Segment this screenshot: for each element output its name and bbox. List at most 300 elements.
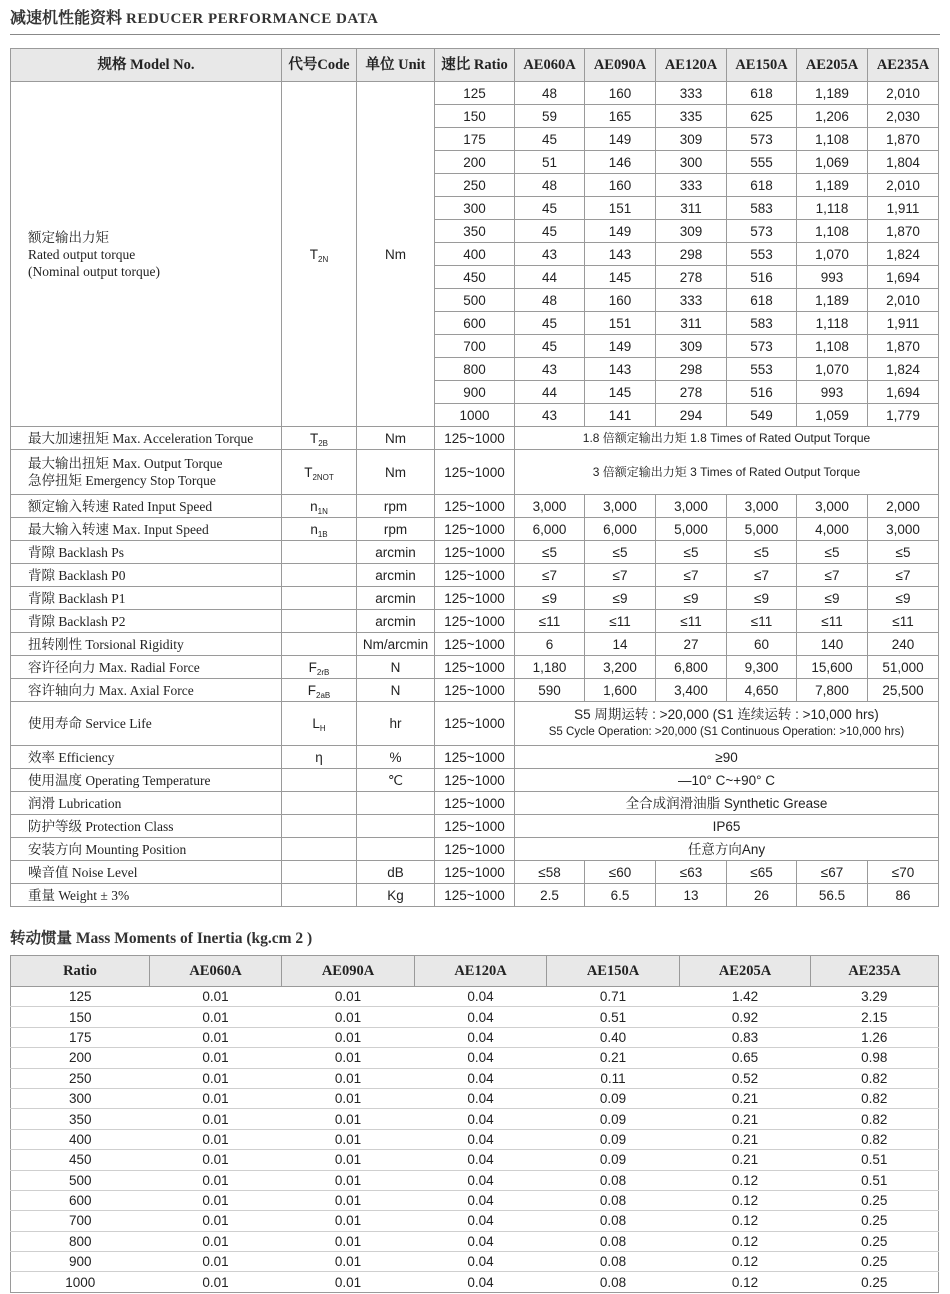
inertia-ratio-cell: 150 <box>11 1007 150 1027</box>
param-code: $F_{2rB}$ <box>282 656 357 679</box>
param-code: $T_{2B}$ <box>282 427 357 450</box>
param-label: 容许轴向力 Max. Axial Force <box>11 679 282 702</box>
torque-cell: 1,911 <box>868 197 939 220</box>
torque-cell: 149 <box>585 335 656 358</box>
ratio-cell: 800 <box>435 358 515 381</box>
param-unit: ℃ <box>357 769 435 792</box>
inertia-value-cell: 0.09 <box>547 1129 680 1149</box>
value-cell: 1,180 <box>515 656 585 679</box>
header-ae235a: AE235A <box>868 49 939 82</box>
param-unit: rpm <box>357 518 435 541</box>
value-cell: 3,000 <box>797 495 868 518</box>
inertia-value-cell: 0.25 <box>811 1252 939 1272</box>
param-code <box>282 838 357 861</box>
inertia-value-cell: 0.01 <box>150 987 282 1007</box>
row-rated-input-speed <box>11 495 939 518</box>
inertia-value-cell: 0.04 <box>415 1231 547 1251</box>
inertia-header-cell: Ratio <box>11 956 150 987</box>
param-code: $n_{1N}$ <box>282 495 357 518</box>
torque-cell: 1,108 <box>797 128 868 151</box>
inertia-value-cell: 0.01 <box>282 1252 415 1272</box>
torque-cell: 1,059 <box>797 404 868 427</box>
param-ratio: 125~1000 <box>435 656 515 679</box>
torque-cell: 618 <box>727 289 797 312</box>
torque-cell: 151 <box>585 197 656 220</box>
inertia-value-cell: 0.12 <box>680 1170 811 1190</box>
param-code <box>282 541 357 564</box>
param-label: 额定输入转速 Rated Input Speed <box>11 495 282 518</box>
inertia-value-cell: 0.01 <box>282 1211 415 1231</box>
value-cell: 27 <box>656 633 727 656</box>
value-cell: ≤63 <box>656 861 727 884</box>
torque-cell: 278 <box>656 266 727 289</box>
inertia-row <box>11 987 939 1007</box>
param-ratio: 125~1000 <box>435 769 515 792</box>
row-max-input-speed <box>11 518 939 541</box>
value-cell: 3,000 <box>868 518 939 541</box>
inertia-value-cell: 0.51 <box>811 1150 939 1170</box>
row-backlash-ps <box>11 541 939 564</box>
inertia-value-cell: 0.08 <box>547 1252 680 1272</box>
inertia-value-cell: 0.04 <box>415 1150 547 1170</box>
param-value: 全合成润滑油脂 Synthetic Grease <box>515 792 939 815</box>
inertia-value-cell: 0.01 <box>150 1272 282 1292</box>
value-cell: 86 <box>868 884 939 907</box>
value-cell: ≤9 <box>797 587 868 610</box>
inertia-row <box>11 1252 939 1272</box>
inertia-ratio-cell: 350 <box>11 1109 150 1129</box>
inertia-value-cell: 0.01 <box>282 1007 415 1027</box>
row-weight <box>11 884 939 907</box>
page-title-zh: 减速机性能资料 <box>10 10 123 27</box>
torque-cell: 43 <box>515 404 585 427</box>
torque-cell: 48 <box>515 289 585 312</box>
value-cell: ≤9 <box>727 587 797 610</box>
inertia-value-cell: 0.01 <box>282 1150 415 1170</box>
inertia-value-cell: 0.12 <box>680 1272 811 1292</box>
inertia-value-cell: 0.01 <box>150 1048 282 1068</box>
inertia-row <box>11 1129 939 1149</box>
inertia-value-cell: 1.26 <box>811 1027 939 1047</box>
torque-cell: 333 <box>656 174 727 197</box>
header-ae150a: AE150A <box>727 49 797 82</box>
torque-cell: 1,118 <box>797 312 868 335</box>
row-radial-force <box>11 656 939 679</box>
value-cell: 4,650 <box>727 679 797 702</box>
param-label: 润滑 Lubrication <box>11 792 282 815</box>
inertia-value-cell: 0.01 <box>282 1109 415 1129</box>
inertia-ratio-cell: 900 <box>11 1252 150 1272</box>
value-cell: ≤5 <box>727 541 797 564</box>
param-unit: arcmin <box>357 610 435 633</box>
param-unit: hr <box>357 702 435 746</box>
inertia-ratio-cell: 800 <box>11 1231 150 1251</box>
value-cell: ≤11 <box>515 610 585 633</box>
row-operating-temperature <box>11 769 939 792</box>
param-ratio: 125~1000 <box>435 450 515 495</box>
param-label: 重量 Weight ± 3% <box>11 884 282 907</box>
ratio-cell: 350 <box>435 220 515 243</box>
inertia-value-cell: 0.09 <box>547 1109 680 1129</box>
value-cell: 3,000 <box>656 495 727 518</box>
torque-cell: 45 <box>515 220 585 243</box>
torque-cell: 573 <box>727 128 797 151</box>
torque-cell: 1,108 <box>797 335 868 358</box>
param-ratio: 125~1000 <box>435 495 515 518</box>
value-cell: 6.5 <box>585 884 656 907</box>
torque-cell: 993 <box>797 381 868 404</box>
param-ratio: 125~1000 <box>435 427 515 450</box>
inertia-row <box>11 1231 939 1251</box>
param-unit <box>357 815 435 838</box>
rated-torque-row <box>11 82 939 105</box>
value-cell: ≤7 <box>727 564 797 587</box>
param-unit <box>357 838 435 861</box>
torque-cell: 43 <box>515 358 585 381</box>
torque-cell: 335 <box>656 105 727 128</box>
torque-cell: 45 <box>515 197 585 220</box>
inertia-row <box>11 1027 939 1047</box>
inertia-row <box>11 1150 939 1170</box>
inertia-title: 转动惯量 Mass Moments of Inertia (kg.cm 2 ) <box>10 930 313 947</box>
torque-cell: 1,189 <box>797 82 868 105</box>
value-cell: ≤5 <box>868 541 939 564</box>
inertia-value-cell: 0.51 <box>811 1170 939 1190</box>
inertia-value-cell: 0.01 <box>150 1190 282 1210</box>
param-unit: % <box>357 746 435 769</box>
row-lubrication <box>11 792 939 815</box>
param-ratio: 125~1000 <box>435 541 515 564</box>
inertia-row <box>11 1007 939 1027</box>
torque-cell: 516 <box>727 266 797 289</box>
torque-cell: 516 <box>727 381 797 404</box>
inertia-value-cell: 0.52 <box>680 1068 811 1088</box>
param-label: 背隙 Backlash P0 <box>11 564 282 587</box>
inertia-value-cell: 0.01 <box>282 1027 415 1047</box>
param-label: 最大输出扭矩 Max. Output Torque 急停扭矩 Emergency Stop Torque <box>11 450 282 495</box>
inertia-value-cell: 2.15 <box>811 1007 939 1027</box>
param-ratio: 125~1000 <box>435 587 515 610</box>
torque-cell: 1,870 <box>868 128 939 151</box>
torque-cell: 45 <box>515 128 585 151</box>
rated-torque-code: $T_{2N}$ <box>282 82 357 427</box>
inertia-value-cell: 0.21 <box>680 1150 811 1170</box>
torque-cell: 45 <box>515 335 585 358</box>
value-cell: 3,000 <box>727 495 797 518</box>
torque-cell: 298 <box>656 358 727 381</box>
inertia-value-cell: 0.01 <box>282 1088 415 1108</box>
inertia-value-cell: 0.83 <box>680 1027 811 1047</box>
param-code: η <box>282 746 357 769</box>
torque-cell: 59 <box>515 105 585 128</box>
inertia-ratio-cell: 400 <box>11 1129 150 1149</box>
torque-cell: 573 <box>727 335 797 358</box>
inertia-value-cell: 0.82 <box>811 1129 939 1149</box>
inertia-header-cell: AE060A <box>150 956 282 987</box>
inertia-value-cell: 0.01 <box>150 1170 282 1190</box>
param-label: 安装方向 Mounting Position <box>11 838 282 861</box>
value-cell: ≤7 <box>515 564 585 587</box>
row-service-life <box>11 702 939 746</box>
value-cell: 5,000 <box>656 518 727 541</box>
inertia-ratio-cell: 125 <box>11 987 150 1007</box>
value-cell: 240 <box>868 633 939 656</box>
torque-cell: 311 <box>656 197 727 220</box>
torque-cell: 1,069 <box>797 151 868 174</box>
inertia-value-cell: 0.01 <box>150 1088 282 1108</box>
torque-cell: 145 <box>585 381 656 404</box>
param-label: 使用温度 Operating Temperature <box>11 769 282 792</box>
param-ratio: 125~1000 <box>435 746 515 769</box>
inertia-row <box>11 1272 939 1292</box>
torque-cell: 1,118 <box>797 197 868 220</box>
param-label: 容许径向力 Max. Radial Force <box>11 656 282 679</box>
torque-cell: 48 <box>515 174 585 197</box>
value-cell: ≤9 <box>515 587 585 610</box>
value-cell: 51,000 <box>868 656 939 679</box>
inertia-value-cell: 0.01 <box>282 1129 415 1149</box>
param-unit <box>357 792 435 815</box>
value-cell: 15,600 <box>797 656 868 679</box>
rated-torque-label: 额定输出力矩 Rated output torque (Nominal output torque) <box>11 82 282 427</box>
torque-cell: 300 <box>656 151 727 174</box>
torque-cell: 146 <box>585 151 656 174</box>
torque-cell: 1,870 <box>868 220 939 243</box>
row-protection-class <box>11 815 939 838</box>
ratio-cell: 900 <box>435 381 515 404</box>
inertia-header-row <box>11 956 939 987</box>
inertia-ratio-cell: 300 <box>11 1088 150 1108</box>
value-cell: 56.5 <box>797 884 868 907</box>
inertia-ratio-cell: 700 <box>11 1211 150 1231</box>
rated-torque-unit: Nm <box>357 82 435 427</box>
header-code: 代号Code <box>282 49 357 82</box>
value-cell: ≤5 <box>515 541 585 564</box>
inertia-ratio-cell: 1000 <box>11 1272 150 1292</box>
param-ratio: 125~1000 <box>435 838 515 861</box>
value-cell: ≤11 <box>656 610 727 633</box>
torque-cell: 44 <box>515 266 585 289</box>
inertia-header-cell: AE150A <box>547 956 680 987</box>
torque-cell: 1,804 <box>868 151 939 174</box>
inertia-ratio-cell: 600 <box>11 1190 150 1210</box>
inertia-value-cell: 0.12 <box>680 1252 811 1272</box>
header-ae090a: AE090A <box>585 49 656 82</box>
value-cell: 5,000 <box>727 518 797 541</box>
header-ae060a: AE060A <box>515 49 585 82</box>
inertia-value-cell: 0.11 <box>547 1068 680 1088</box>
param-code: $n_{1B}$ <box>282 518 357 541</box>
inertia-value-cell: 0.01 <box>282 987 415 1007</box>
inertia-value-cell: 0.25 <box>811 1272 939 1292</box>
inertia-value-cell: 0.08 <box>547 1231 680 1251</box>
inertia-value-cell: 0.92 <box>680 1007 811 1027</box>
inertia-value-cell: 0.01 <box>150 1007 282 1027</box>
param-code <box>282 564 357 587</box>
param-ratio: 125~1000 <box>435 884 515 907</box>
param-label: 使用寿命 Service Life <box>11 702 282 746</box>
value-cell: ≤5 <box>797 541 868 564</box>
inertia-value-cell: 0.21 <box>680 1129 811 1149</box>
torque-cell: 553 <box>727 243 797 266</box>
param-value: ≥90 <box>515 746 939 769</box>
torque-cell: 625 <box>727 105 797 128</box>
inertia-value-cell: 1.42 <box>680 987 811 1007</box>
value-cell: ≤7 <box>868 564 939 587</box>
value-cell: 26 <box>727 884 797 907</box>
inertia-value-cell: 0.25 <box>811 1231 939 1251</box>
value-cell: 3,000 <box>515 495 585 518</box>
inertia-value-cell: 0.01 <box>150 1068 282 1088</box>
param-unit: Nm <box>357 427 435 450</box>
value-cell: 14 <box>585 633 656 656</box>
inertia-value-cell: 0.01 <box>282 1231 415 1251</box>
param-code <box>282 792 357 815</box>
ratio-cell: 1000 <box>435 404 515 427</box>
inertia-value-cell: 0.04 <box>415 987 547 1007</box>
value-cell: 3,000 <box>585 495 656 518</box>
param-ratio: 125~1000 <box>435 679 515 702</box>
torque-cell: 2,030 <box>868 105 939 128</box>
param-label: 背隙 Backlash P2 <box>11 610 282 633</box>
torque-cell: 1,070 <box>797 243 868 266</box>
inertia-value-cell: 0.04 <box>415 1027 547 1047</box>
inertia-value-cell: 0.04 <box>415 1211 547 1231</box>
value-cell: 6,000 <box>585 518 656 541</box>
param-label: 防护等级 Protection Class <box>11 815 282 838</box>
value-cell: 140 <box>797 633 868 656</box>
torque-cell: 1,206 <box>797 105 868 128</box>
torque-cell: 1,824 <box>868 243 939 266</box>
param-label: 最大加速扭矩 Max. Acceleration Torque <box>11 427 282 450</box>
inertia-value-cell: 0.25 <box>811 1190 939 1210</box>
param-unit: N <box>357 656 435 679</box>
value-cell: 9,300 <box>727 656 797 679</box>
inertia-value-cell: 0.04 <box>415 1190 547 1210</box>
torque-cell: 149 <box>585 220 656 243</box>
header-unit: 单位 Unit <box>357 49 435 82</box>
row-torsional-rigidity <box>11 633 939 656</box>
value-cell: ≤11 <box>868 610 939 633</box>
inertia-row <box>11 1211 939 1231</box>
torque-cell: 333 <box>656 82 727 105</box>
inertia-value-cell: 0.01 <box>282 1048 415 1068</box>
row-accel-torque <box>11 427 939 450</box>
value-cell: ≤7 <box>656 564 727 587</box>
param-code: $F_{2aB}$ <box>282 679 357 702</box>
value-cell: 6 <box>515 633 585 656</box>
param-code <box>282 587 357 610</box>
value-cell: ≤5 <box>656 541 727 564</box>
torque-cell: 583 <box>727 197 797 220</box>
inertia-value-cell: 0.82 <box>811 1068 939 1088</box>
value-cell: 3,200 <box>585 656 656 679</box>
param-value: IP65 <box>515 815 939 838</box>
inertia-value-cell: 0.08 <box>547 1211 680 1231</box>
inertia-row <box>11 1170 939 1190</box>
inertia-row <box>11 1068 939 1088</box>
torque-cell: 1,108 <box>797 220 868 243</box>
torque-cell: 278 <box>656 381 727 404</box>
param-label: 最大输入转速 Max. Input Speed <box>11 518 282 541</box>
value-cell: ≤65 <box>727 861 797 884</box>
ratio-cell: 450 <box>435 266 515 289</box>
torque-cell: 1,870 <box>868 335 939 358</box>
inertia-value-cell: 0.01 <box>150 1252 282 1272</box>
param-ratio: 125~1000 <box>435 610 515 633</box>
param-unit: rpm <box>357 495 435 518</box>
torque-cell: 48 <box>515 82 585 105</box>
torque-cell: 151 <box>585 312 656 335</box>
param-unit: N <box>357 679 435 702</box>
value-cell: 6,000 <box>515 518 585 541</box>
torque-cell: 298 <box>656 243 727 266</box>
ratio-cell: 250 <box>435 174 515 197</box>
torque-cell: 1,189 <box>797 174 868 197</box>
inertia-row <box>11 1088 939 1108</box>
inertia-value-cell: 0.08 <box>547 1170 680 1190</box>
page-title <box>10 5 378 29</box>
inertia-value-cell: 0.08 <box>547 1190 680 1210</box>
param-ratio: 125~1000 <box>435 815 515 838</box>
inertia-header-cell: AE205A <box>680 956 811 987</box>
value-cell: 6,800 <box>656 656 727 679</box>
inertia-value-cell: 0.12 <box>680 1211 811 1231</box>
value-cell: ≤60 <box>585 861 656 884</box>
row-mounting-position <box>11 838 939 861</box>
inertia-row <box>11 1048 939 1068</box>
param-code <box>282 633 357 656</box>
value-cell: ≤7 <box>585 564 656 587</box>
value-cell: ≤11 <box>797 610 868 633</box>
row-efficiency <box>11 746 939 769</box>
param-code <box>282 610 357 633</box>
inertia-value-cell: 0.40 <box>547 1027 680 1047</box>
param-value: S5 周期运转 : >20,000 (S1 连续运转 : >10,000 hrs) S5 Cycle Operation: >20,000 (S1 Continuous Operation: >10,000 hrs) <box>515 702 939 746</box>
inertia-value-cell: 0.01 <box>150 1027 282 1047</box>
performance-header-row <box>11 49 939 82</box>
value-cell: ≤9 <box>585 587 656 610</box>
inertia-header-cell: AE235A <box>811 956 939 987</box>
torque-cell: 2,010 <box>868 82 939 105</box>
param-ratio: 125~1000 <box>435 633 515 656</box>
value-cell: 1,600 <box>585 679 656 702</box>
inertia-row <box>11 1190 939 1210</box>
param-code <box>282 815 357 838</box>
value-cell: 25,500 <box>868 679 939 702</box>
row-max-output-torque <box>11 450 939 495</box>
inertia-table <box>10 955 939 1293</box>
torque-cell: 583 <box>727 312 797 335</box>
inertia-value-cell: 0.01 <box>282 1068 415 1088</box>
value-cell: ≤11 <box>585 610 656 633</box>
inertia-value-cell: 0.21 <box>547 1048 680 1068</box>
ratio-cell: 200 <box>435 151 515 174</box>
torque-cell: 165 <box>585 105 656 128</box>
inertia-ratio-cell: 250 <box>11 1068 150 1088</box>
ratio-cell: 500 <box>435 289 515 312</box>
inertia-value-cell: 0.09 <box>547 1088 680 1108</box>
torque-cell: 1,694 <box>868 266 939 289</box>
inertia-value-cell: 0.01 <box>282 1170 415 1190</box>
torque-cell: 618 <box>727 174 797 197</box>
inertia-value-cell: 0.01 <box>150 1129 282 1149</box>
header-model: 规格 Model No. <box>11 49 282 82</box>
inertia-ratio-cell: 175 <box>11 1027 150 1047</box>
torque-cell: 149 <box>585 128 656 151</box>
value-cell: 590 <box>515 679 585 702</box>
torque-cell: 2,010 <box>868 289 939 312</box>
